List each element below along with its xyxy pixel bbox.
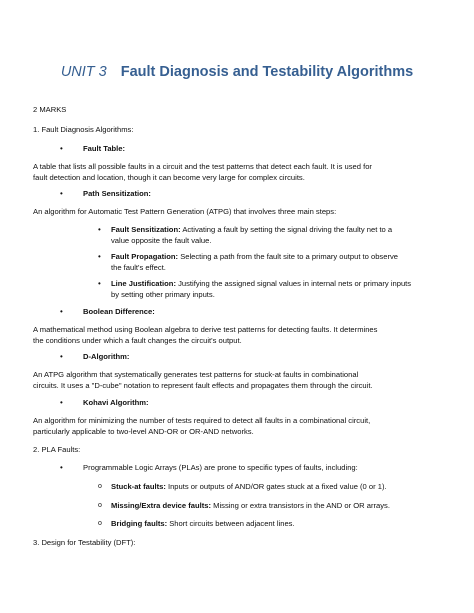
step-fault-sensitization-cont: value opposite the fault value. xyxy=(111,236,212,245)
step-fault-propagation-cont: the fault's effect. xyxy=(111,263,166,272)
bullet-icon: • xyxy=(60,398,63,407)
pla-intro: Programmable Logic Arrays (PLAs) are prone to specific types of faults, including: xyxy=(83,463,358,472)
boolean-difference-desc-1: A mathematical method using Boolean algebra to derive test patterns for detecting faults. It determines xyxy=(33,325,378,334)
fault-table-label: Fault Table: xyxy=(83,144,126,153)
section-1-heading: 1. Fault Diagnosis Algorithms: xyxy=(33,125,134,134)
d-algorithm-label: D-Algorithm: xyxy=(83,352,130,361)
section-2-heading: 2. PLA Faults: xyxy=(33,445,81,454)
page-title xyxy=(0,64,474,80)
boolean-difference-label: Boolean Difference: xyxy=(83,307,155,316)
d-algorithm-desc-1: An ATPG algorithm that systematically generates test patterns for stuck-at faults in combinational xyxy=(33,370,359,379)
circle-bullet-icon: o xyxy=(98,483,102,490)
bullet-icon: • xyxy=(60,144,63,153)
path-sensitization-desc: An algorithm for Automatic Test Pattern Generation (ATPG) that involves three main steps: xyxy=(33,207,337,216)
kohavi-algorithm-desc-2: particularly applicable to two-level AND-OR or OR-AND networks. xyxy=(33,427,254,436)
kohavi-algorithm-desc-1: An algorithm for minimizing the number of tests required to detect all faults in a combinational circuit, xyxy=(33,416,371,425)
circle-bullet-icon: o xyxy=(98,502,102,509)
fault-table-desc-2: fault detection and location, though it can become very large for complex circuits. xyxy=(33,173,305,182)
bullet-icon: • xyxy=(60,189,63,198)
bullet-icon: • xyxy=(60,307,63,316)
bullet-icon: • xyxy=(98,225,101,234)
path-sensitization-label: Path Sensitization: xyxy=(83,189,151,198)
section-3-heading: 3. Design for Testability (DFT): xyxy=(33,538,136,547)
unit-title: Fault Diagnosis and Testability Algorithms xyxy=(120,64,414,80)
pla-item-missing-extra: Missing/Extra device faults: Missing or extra transistors in the AND or OR arrays. xyxy=(111,501,390,510)
step-line-justification: Line Justification: Justifying the assigned signal values in internal nets or primary inputs xyxy=(111,279,412,288)
bullet-icon: • xyxy=(60,463,63,472)
boolean-difference-desc-2: the conditions under which a fault changes the circuit's output. xyxy=(33,336,242,345)
pla-item-stuck-at: Stuck-at faults: Inputs or outputs of AND/OR gates stuck at a fixed value (0 or 1). xyxy=(111,482,387,491)
step-fault-sensitization: Fault Sensitization: Activating a fault by setting the signal driving the faulty net to a xyxy=(111,225,393,234)
d-algorithm-desc-2: circuits. It uses a "D-cube" notation to represent fault effects and propagates them through the circuit. xyxy=(33,381,373,390)
pla-item-bridging: Bridging faults: Short circuits between adjacent lines. xyxy=(111,519,295,528)
circle-bullet-icon: o xyxy=(98,520,102,527)
bullet-icon: • xyxy=(60,352,63,361)
fault-table-desc-1: A table that lists all possible faults in a circuit and the test patterns that detect each fault. It is used for xyxy=(33,162,372,171)
kohavi-algorithm-label: Kohavi Algorithm: xyxy=(83,398,149,407)
bullet-icon: • xyxy=(98,279,101,288)
step-fault-propagation: Fault Propagation: Selecting a path from the fault site to a primary output to observe xyxy=(111,252,398,261)
step-line-justification-cont: by setting other primary inputs. xyxy=(111,290,215,299)
unit-label: UNIT 3 xyxy=(60,64,107,80)
marks-heading: 2 MARKS xyxy=(33,105,67,114)
bullet-icon: • xyxy=(98,252,101,261)
